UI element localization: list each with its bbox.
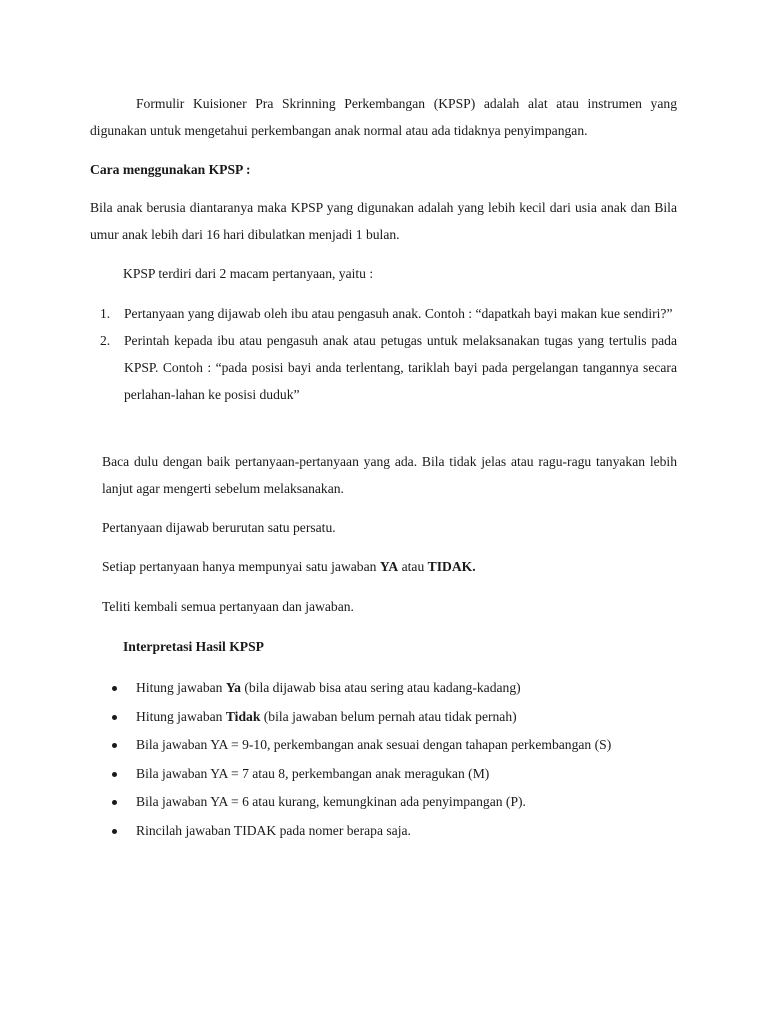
paragraph-berurutan: Pertanyaan dijawab berurutan satu persatu. — [102, 520, 336, 535]
bullet-item — [112, 703, 677, 732]
numbered-list — [100, 300, 677, 408]
text-run: Rincilah jawaban TIDAK pada nomer berapa saja. — [136, 822, 411, 838]
text-run: atau — [398, 559, 428, 574]
list-item — [100, 327, 677, 408]
text-run: Hitung jawaban — [136, 708, 226, 724]
bold-term: Tidak — [225, 708, 261, 724]
text-run: Setiap pertanyaan hanya mempunyai satu jawaban — [102, 559, 380, 574]
text-run: Bila jawaban YA = 9-10, perkembangan anak sesuai dengan tahapan perkembangan (S) — [136, 737, 612, 753]
bullet-dot-icon — [112, 715, 117, 720]
list-number: 2. — [100, 333, 111, 348]
paragraph-satu-jawaban — [102, 553, 677, 580]
paragraph-usia: Bila anak berusia diantaranya maka KPSP yang digunakan adalah yang lebih kecil dari usia anak dan Bila umur anak lebih dari 16 hari dibulatkan menjadi 1 bulan. — [90, 200, 677, 242]
bullet-dot-icon — [112, 772, 117, 777]
bullet-dot-icon — [112, 829, 117, 834]
bold-tidak: TIDAK. — [427, 559, 476, 574]
bullet-dot-icon — [112, 800, 117, 805]
bold-ya: YA — [379, 559, 399, 574]
paragraph-baca-dulu: Baca dulu dengan baik pertanyaan-pertanyaan yang ada. Bila tidak jelas atau ragu-ragu tanyakan lebih lanjut agar mengerti sebelum melaksanakan. — [102, 454, 677, 496]
section-heading-cara: Cara menggunakan KPSP : — [90, 162, 251, 177]
list-number: 1. — [100, 306, 111, 321]
text-run: (bila jawaban belum pernah atau tidak pernah) — [260, 708, 517, 724]
paragraph-macam-pertanyaan: KPSP terdiri dari 2 macam pertanyaan, yaitu : — [123, 266, 374, 281]
bullet-item — [112, 760, 677, 789]
bold-term: Ya — [225, 680, 241, 695]
bullet-dot-icon — [112, 743, 117, 748]
text-run: (bila dijawab bisa atau sering atau kadang-kadang) — [240, 680, 521, 695]
list-item-text: Perintah kepada ibu atau pengasuh anak atau petugas untuk melaksanakan tugas yang tertulis pada KPSP. Contoh : “pada posisi bayi anda terlentang, tariklah bayi pada pergelangan tangannya secara perlahan-lahan ke posisi duduk” — [124, 333, 677, 402]
bullet-item — [112, 788, 677, 817]
list-item-text: Pertanyaan yang dijawab oleh ibu atau pengasuh anak. Contoh : “dapatkah bayi makan kue sendiri?” — [124, 306, 673, 321]
bullet-dot-icon — [112, 686, 117, 691]
paragraph-teliti: Teliti kembali semua pertanyaan dan jawaban. — [102, 599, 354, 614]
bullet-item — [112, 674, 677, 703]
section-heading-interpretasi: Interpretasi Hasil KPSP — [123, 639, 264, 654]
bullet-list — [112, 674, 677, 846]
bullet-item — [112, 731, 677, 760]
bullet-item — [112, 817, 677, 846]
text-run: Hitung jawaban — [136, 680, 226, 695]
text-run: Bila jawaban YA = 6 atau kurang, kemungkinan ada penyimpangan (P). — [136, 794, 526, 810]
text-run: Bila jawaban YA = 7 atau 8, perkembangan anak meragukan (M) — [136, 765, 490, 781]
intro-paragraph: Formulir Kuisioner Pra Skrinning Perkembangan (KPSP) adalah alat atau instrumen yang digunakan untuk mengetahui perkembangan anak normal atau ada tidaknya penyimpangan. — [90, 96, 677, 138]
list-item — [100, 300, 677, 327]
